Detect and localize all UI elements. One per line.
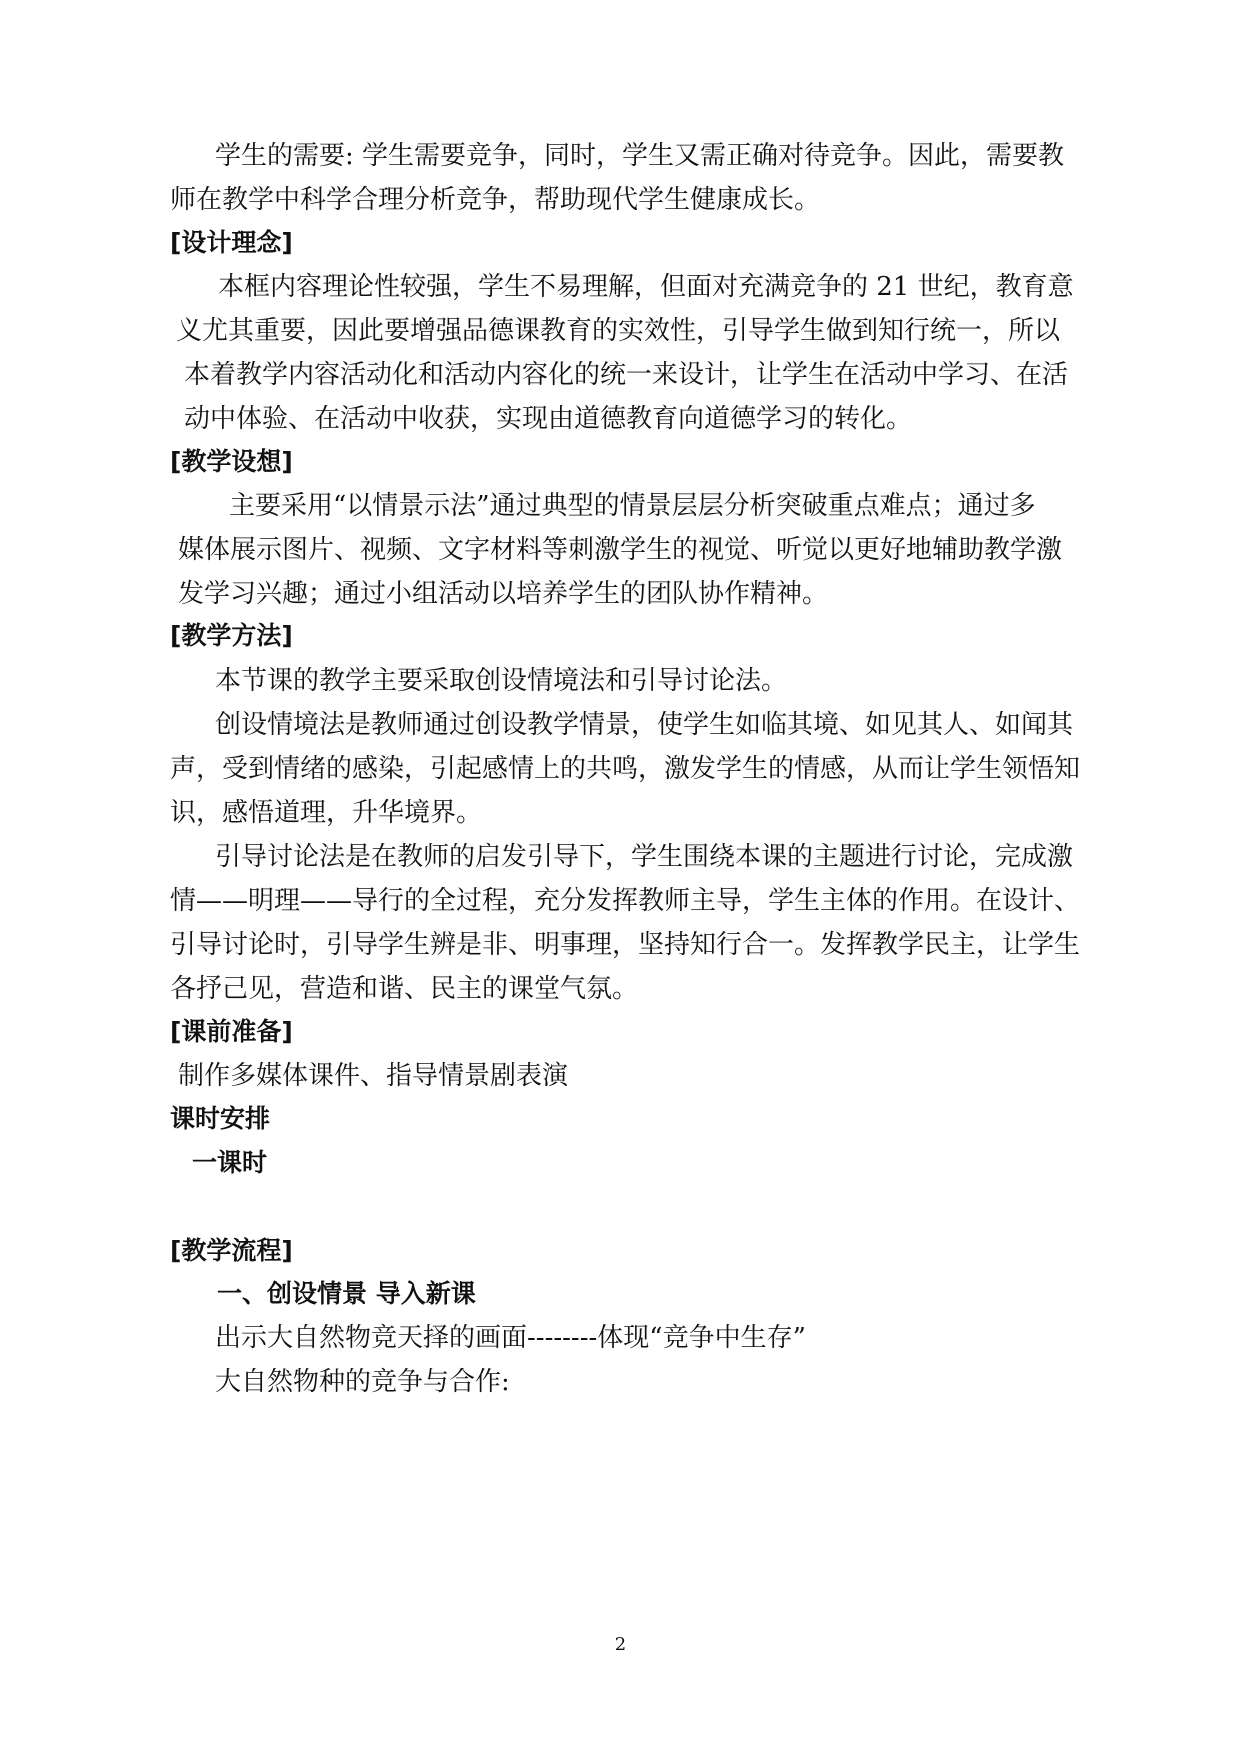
paragraph-design-concept-line-4: 动中体验、在活动中收获，实现由道德教育向道德学习的转化。 <box>184 404 913 434</box>
heading-teaching-flow: [教学流程] <box>170 1236 293 1265</box>
paragraph-design-concept-line-1: 本框内容理论性较强，学生不易理解，但面对充满竞争的 21 世纪，教育意 <box>218 272 1074 302</box>
paragraph-discussion-method-line-4: 各抒己见，营造和谐、民主的课堂气氛。 <box>170 974 639 1004</box>
paragraph-design-concept-line-2: 义尤其重要，因此要增强品德课教育的实效性，引导学生做到知行统一，所以 <box>176 316 1061 346</box>
paragraph-class-preparation: 制作多媒体课件、指导情景剧表演 <box>178 1061 569 1091</box>
heading-teaching-idea: [教学设想] <box>170 447 293 476</box>
paragraph-situation-method-line-1: 创设情境法是教师通过创设教学情景，使学生如临其境、如见其人、如闻其 <box>215 710 1074 740</box>
paragraph-student-needs-line-2: 师在教学中科学合理分析竞争，帮助现代学生健康成长。 <box>170 185 821 215</box>
paragraph-discussion-method-line-2: 情——明理——导行的全过程，充分发挥教师主导，学生主体的作用。在设计、 <box>170 886 1081 916</box>
paragraph-class-schedule: 一课时 <box>192 1148 268 1177</box>
paragraph-student-needs-line-1: 学生的需要: 学生需要竞争，同时，学生又需正确对待竞争。因此，需要教 <box>215 141 1065 171</box>
page-number: 2 <box>614 1634 627 1655</box>
paragraph-teaching-idea-line-2: 媒体展示图片、视频、文字材料等刺激学生的视觉、听觉以更好地辅助教学激 <box>178 535 1063 565</box>
paragraph-discussion-method-line-1: 引导讨论法是在教师的启发引导下，学生围绕本课的主题进行讨论，完成激 <box>215 842 1074 872</box>
heading-section-1: 一、创设情景 导入新课 <box>217 1279 476 1308</box>
heading-class-preparation: [课前准备] <box>170 1017 293 1046</box>
paragraph-teaching-idea-line-1: 主要采用“以情景示法”通过典型的情景层层分析突破重点难点；通过多 <box>229 491 1036 521</box>
paragraph-flow-2: 大自然物种的竞争与合作: <box>215 1367 510 1397</box>
heading-class-schedule: 课时安排 <box>170 1104 271 1133</box>
paragraph-design-concept-line-3: 本着教学内容活动化和活动内容化的统一来设计，让学生在活动中学习、在活 <box>184 360 1069 390</box>
paragraph-method-summary: 本节课的教学主要采取创设情境法和引导讨论法。 <box>215 666 788 696</box>
paragraph-discussion-method-line-3: 引导讨论时，引导学生辨是非、明事理，坚持知行合一。发挥教学民主，让学生 <box>170 930 1081 960</box>
paragraph-teaching-idea-line-3: 发学习兴趣；通过小组活动以培养学生的团队协作精神。 <box>178 579 829 609</box>
paragraph-situation-method-line-3: 识，感悟道理，升华境界。 <box>170 798 483 828</box>
paragraph-situation-method-line-2: 声，受到情绪的感染，引起感情上的共鸣，激发学生的情感，从而让学生领悟知 <box>170 754 1081 784</box>
paragraph-flow-1: 出示大自然物竞天择的画面--------体现“竞争中生存” <box>215 1323 806 1353</box>
heading-design-concept: [设计理念] <box>170 228 293 257</box>
heading-teaching-method: [教学方法] <box>170 621 293 650</box>
